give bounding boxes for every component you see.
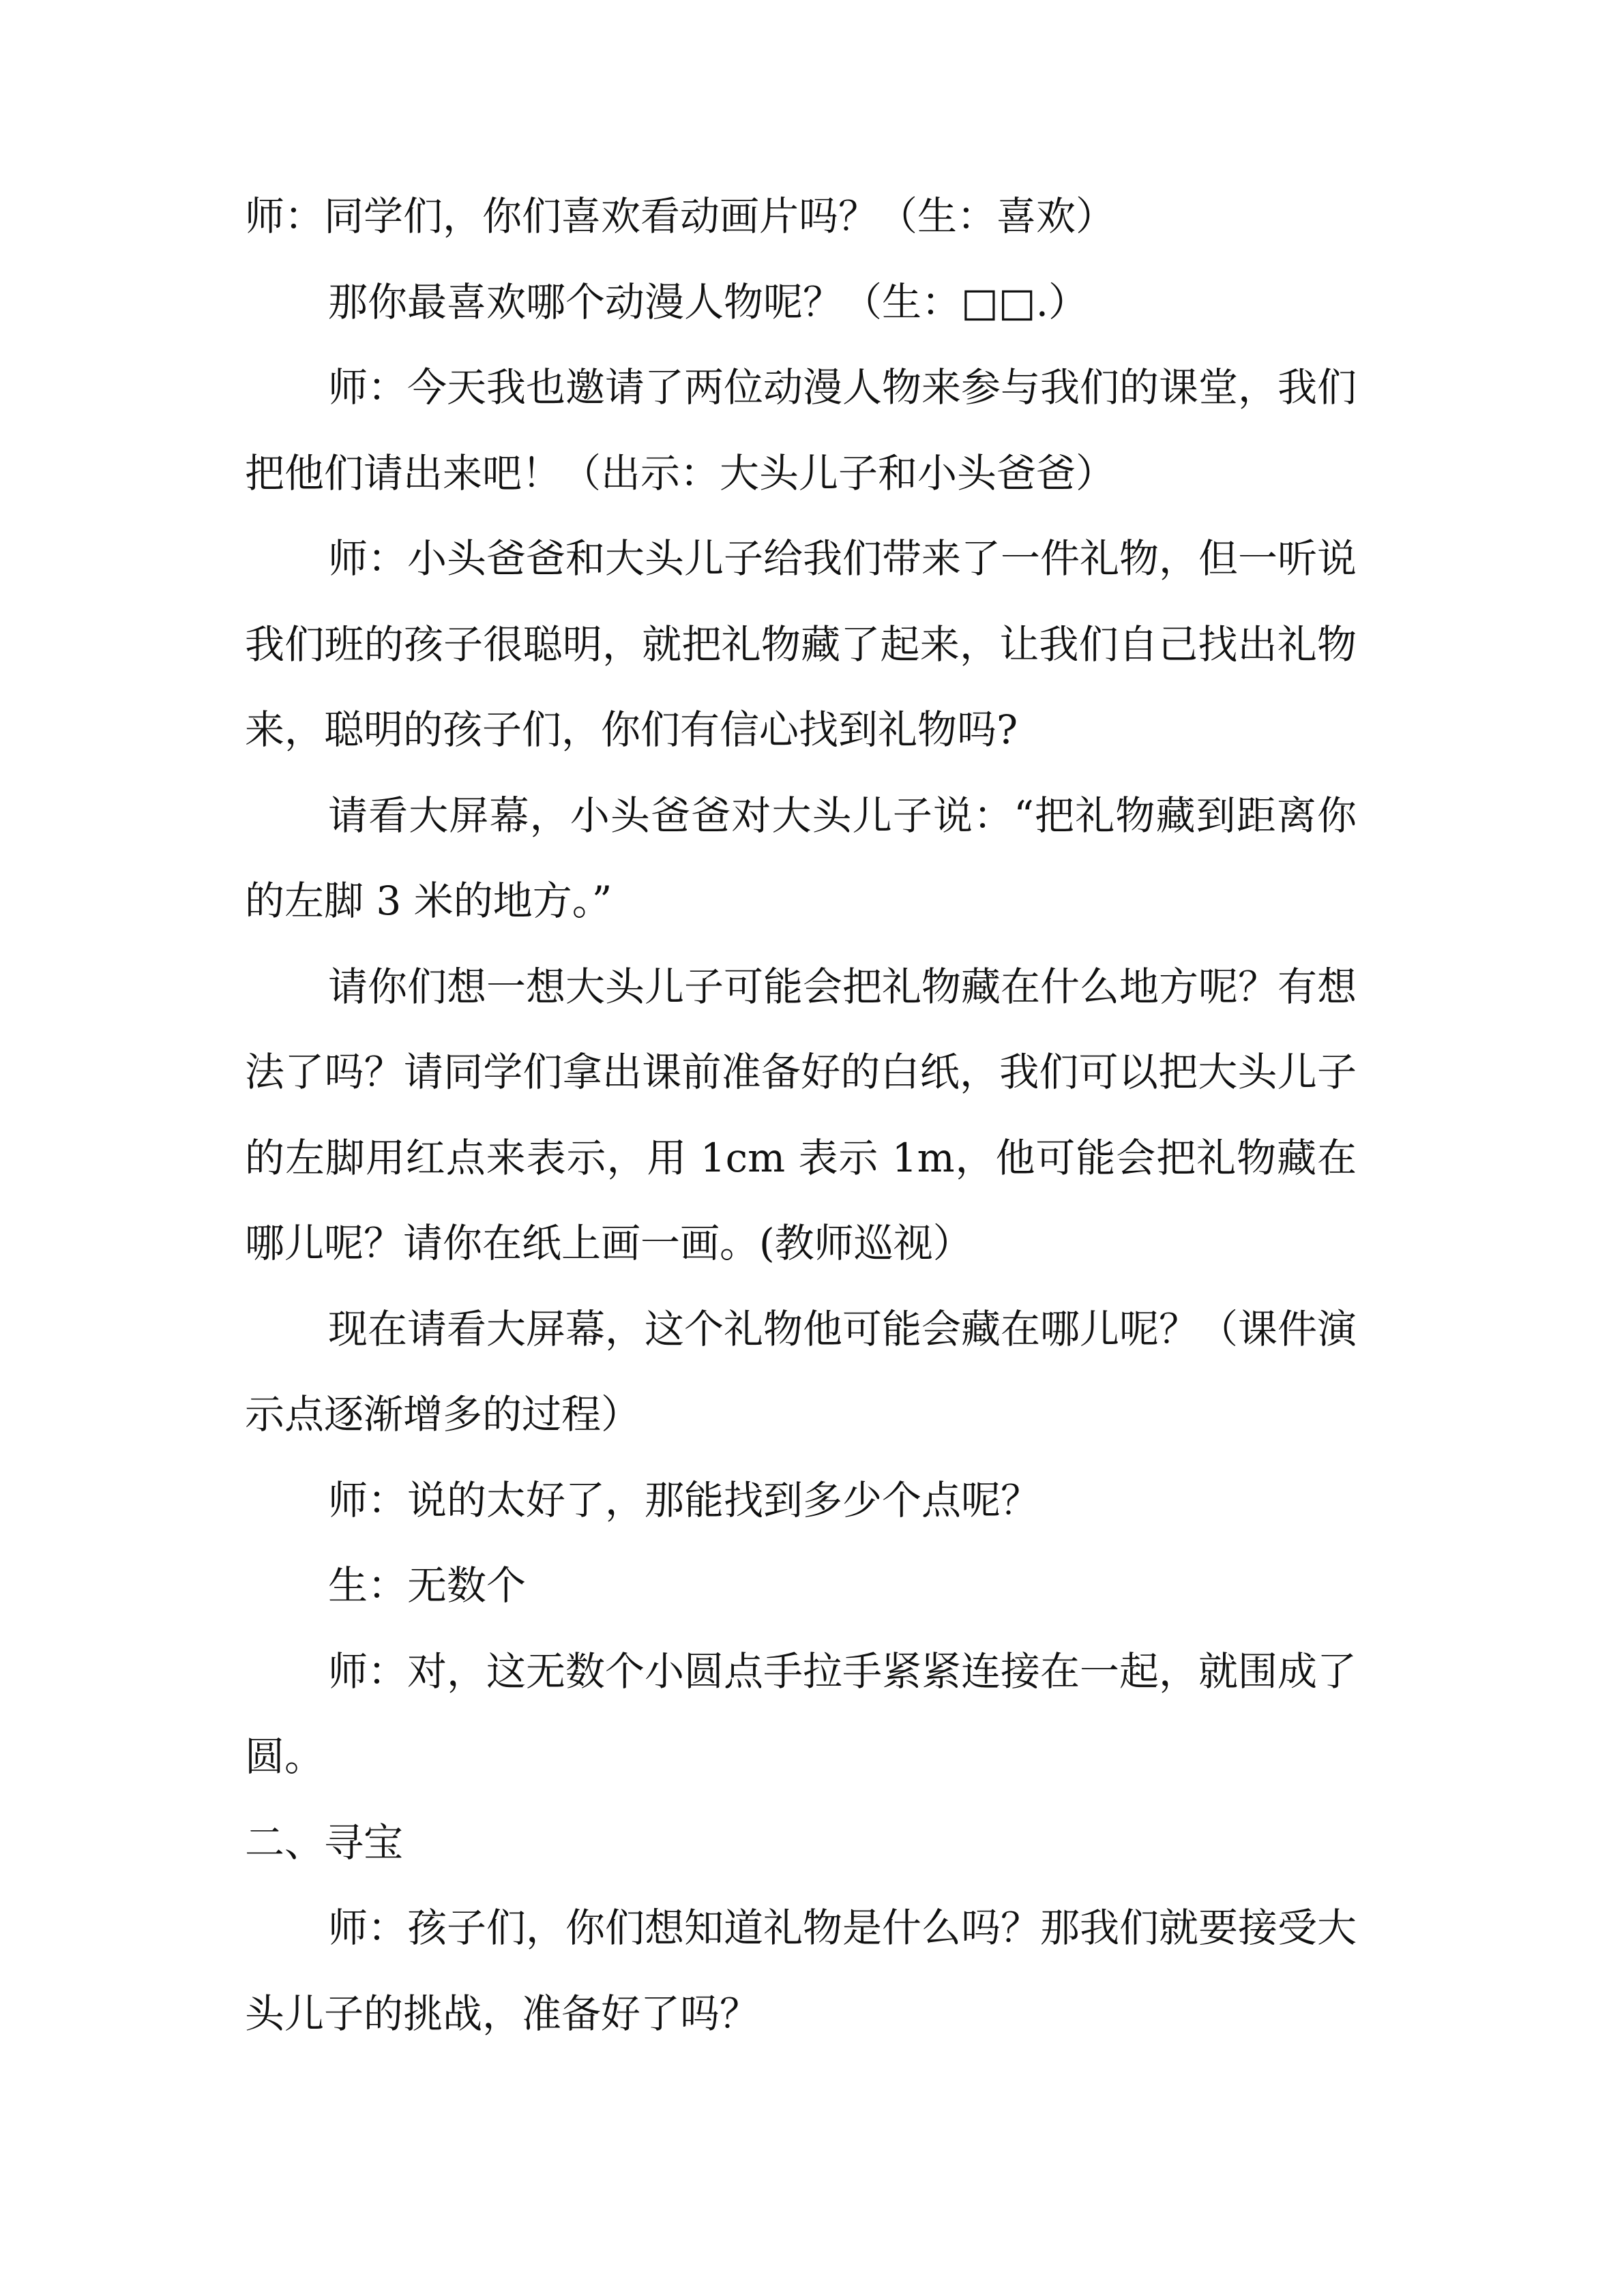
paragraph-2: 那你最喜欢哪个动漫人物呢？（生：□□.） <box>328 278 1089 325</box>
paragraph-11: 师：孩子们，你们想知道礼物是什么吗？那我们就要接受大头儿子的挑战，准备好了吗？ <box>245 1905 1357 2037</box>
document-body <box>245 174 1357 2057</box>
paragraph-1: 师：同学们，你们喜欢看动画片吗？（生：喜欢） <box>245 193 1116 239</box>
paragraph-10: 师：对，这无数个小圆点手拉手紧紧连接在一起，就围成了圆。 <box>245 1648 1357 1780</box>
paragraph-3: 师：今天我也邀请了两位动漫人物来参与我们的课堂，我们把他们请出来吧！（出示：大头儿子和小头爸爸） <box>245 364 1357 496</box>
paragraph-8: 师：说的太好了，那能找到多少个点呢？ <box>328 1476 1041 1523</box>
section-heading: 二、寻宝 <box>245 1819 404 1866</box>
paragraph-5: 请看大屏幕，小头爸爸对大头儿子说：“把礼物藏到距离你的左脚 3 米的地方。” <box>245 792 1357 924</box>
paragraph-6: 请你们想一想大头儿子可能会把礼物藏在什么地方呢？有想法了吗？请同学们拿出课前准备好的白纸，我们可以把大头儿子的左脚用红点来表示，用 1cm 表示 1m，他可能会把礼物藏在哪儿呢？请你在纸上画一画。(教师巡视） <box>245 963 1357 1266</box>
paragraph-4: 师：小头爸爸和大头儿子给我们带来了一件礼物，但一听说我们班的孩子很聪明，就把礼物藏了起来，让我们自己找出礼物来，聪明的孩子们，你们有信心找到礼物吗? <box>245 535 1357 753</box>
paragraph-7: 现在请看大屏幕，这个礼物他可能会藏在哪儿呢？（课件演示点逐渐增多的过程） <box>245 1305 1357 1437</box>
paragraph-9: 生：无数个 <box>328 1562 527 1609</box>
